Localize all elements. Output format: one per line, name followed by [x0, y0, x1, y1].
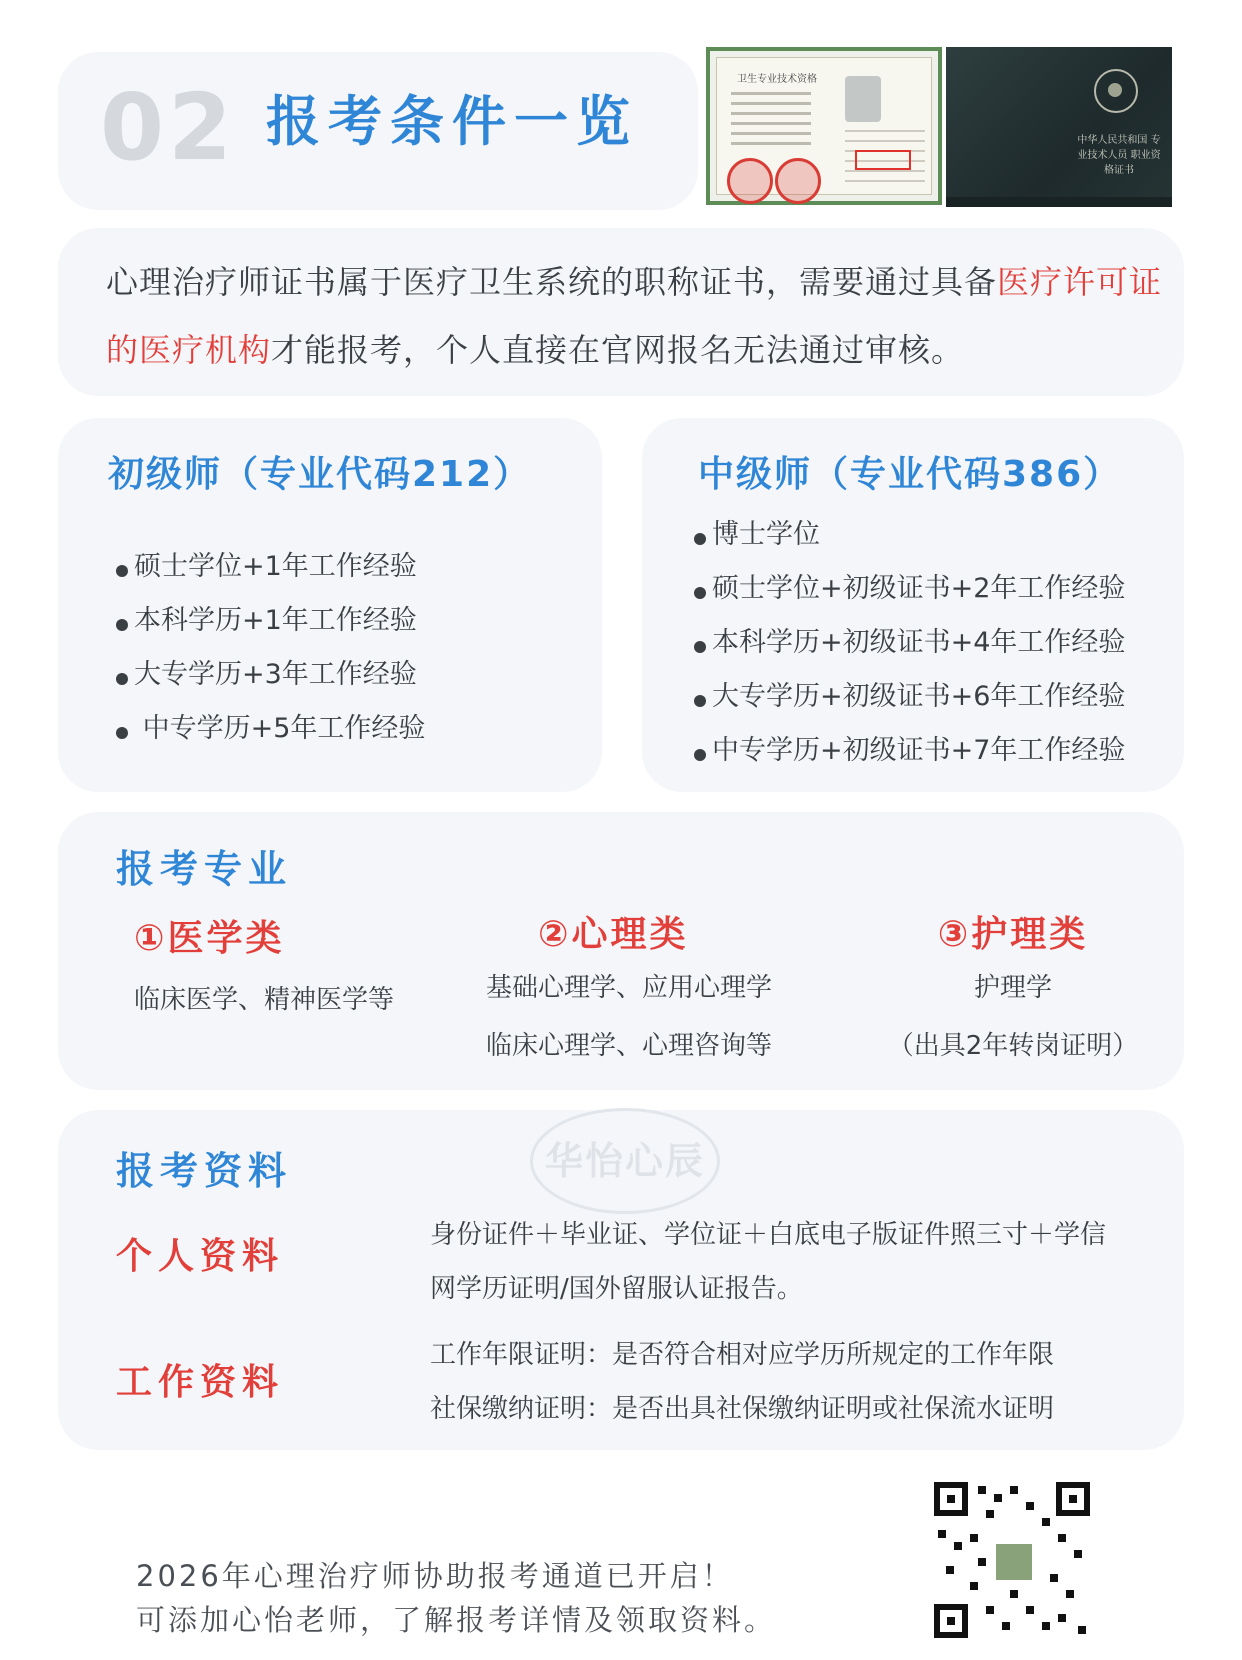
junior-requirements-list: [116, 540, 425, 756]
list-item: 中专学历+初级证书+7年工作经验: [694, 724, 1125, 778]
certificate-cover-text: 中华人民共和国 专业技术人员 职业资格证书: [1077, 135, 1161, 176]
certificate-photo-title: 卫生专业技术资格: [737, 74, 817, 85]
list-item: 硕士学位+1年工作经验: [116, 540, 425, 594]
major-desc: 临床心理学、心理咨询等: [486, 1031, 773, 1061]
seal-icon: [775, 158, 821, 204]
qr-avatar: [994, 1542, 1034, 1582]
bullet-icon: [694, 641, 706, 653]
list-item: 博士学位: [694, 508, 1125, 562]
major-desc: （出具2年转岗证明）: [887, 1031, 1139, 1061]
section-title: 报考条件一览: [266, 90, 638, 153]
portrait-blur: [845, 76, 881, 122]
major-desc: 护理学: [973, 973, 1052, 1003]
bullet-icon: [116, 727, 128, 739]
list-item: 大专学历+3年工作经验: [116, 648, 425, 702]
major-name: ③护理类: [937, 914, 1089, 955]
bullet-icon: [694, 533, 706, 545]
intro-text-before: 心理治疗师证书属于医疗卫生系统的职称证书，需要通过具备: [106, 263, 998, 301]
section-number: 02: [100, 74, 237, 181]
majors-title: 报考专业: [116, 847, 293, 891]
work-material-line: 工作年限证明：是否符合相对应学历所规定的工作年限: [430, 1340, 1055, 1370]
personal-materials-text: 身份证件＋毕业证、学位证＋白底电子版证件照三寸＋学信网学历证明/国外留服认证报告。: [430, 1220, 1107, 1304]
certificate-cover-image: [946, 47, 1172, 207]
middle-title: 中级师（专业代码386）: [698, 454, 1122, 495]
watermark-stamp: 华怡心辰: [530, 1108, 720, 1214]
bullet-icon: [116, 565, 128, 577]
footer-line-2: 可添加心怡老师，了解报考详情及领取资料。: [136, 1603, 777, 1637]
list-item: 本科学历+初级证书+4年工作经验: [694, 616, 1125, 670]
major-nursing: [868, 906, 1158, 1073]
personal-materials-label: 个人资料: [116, 1236, 285, 1277]
national-emblem-icon: [1094, 69, 1138, 113]
junior-title: 初级师（专业代码212）: [108, 454, 532, 495]
major-name: ①医学类: [134, 918, 285, 959]
major-name: ②心理类: [538, 914, 689, 955]
qr-code-icon[interactable]: [930, 1478, 1094, 1642]
bullet-icon: [694, 587, 706, 599]
bullet-icon: [694, 749, 706, 761]
bullet-icon: [116, 619, 128, 631]
bullet-icon: [116, 673, 128, 685]
certificate-photo-image: [706, 47, 942, 205]
major-desc: 临床医学、精神医学等: [134, 985, 395, 1015]
footer-text: [136, 1554, 776, 1642]
intro-paragraph: [106, 248, 1172, 384]
work-material-line: 社保缴纳证明：是否出具社保缴纳证明或社保流水证明: [430, 1394, 1055, 1424]
highlight-box: [855, 150, 911, 170]
seal-icon: [727, 158, 773, 204]
middle-requirements-list: [694, 508, 1125, 778]
intro-highlight: 医疗许可证的医疗机构: [106, 263, 1163, 369]
list-item: 硕士学位+初级证书+2年工作经验: [694, 562, 1125, 616]
work-materials-label: 工作资料: [116, 1362, 285, 1403]
major-desc: 基础心理学、应用心理学: [486, 973, 773, 1003]
list-item: 大专学历+初级证书+6年工作经验: [694, 670, 1125, 724]
major-medical: [134, 910, 394, 1027]
footer-line-1: 2026年心理治疗师协助报考通道已开启！: [136, 1559, 734, 1593]
list-item: 本科学历+1年工作经验: [116, 594, 425, 648]
work-materials-text: [430, 1328, 1150, 1436]
bullet-icon: [694, 695, 706, 707]
major-psychology: [486, 906, 772, 1073]
materials-title: 报考资料: [116, 1149, 293, 1193]
intro-text-after: 才能报考，个人直接在官网报名无法通过审核。: [271, 331, 965, 369]
list-item: 中专学历+5年工作经验: [116, 702, 425, 756]
